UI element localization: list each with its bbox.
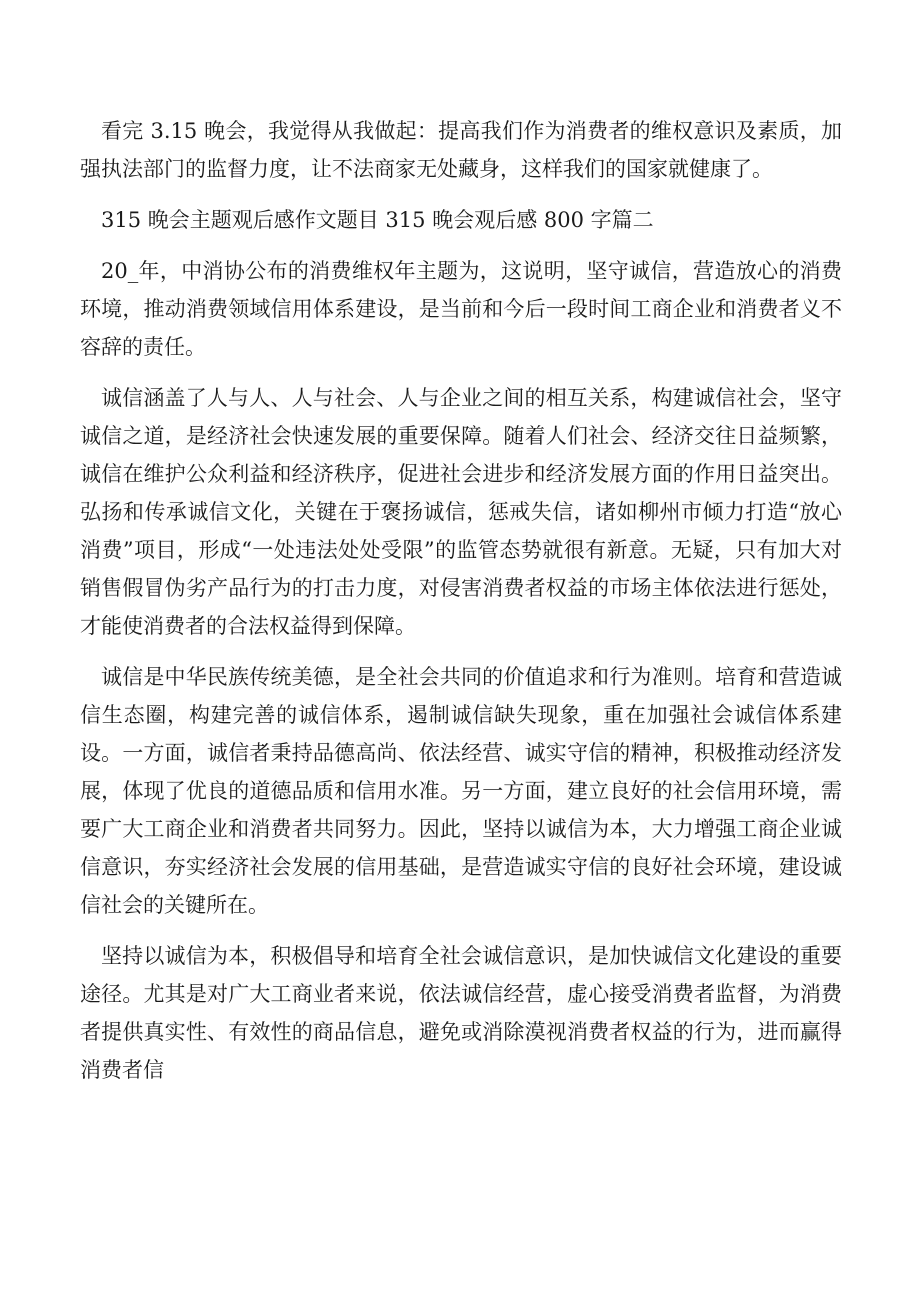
paragraph-integrity-society: 诚信涵盖了人与人、人与社会、人与企业之间的相互关系，构建诚信社会，坚守诚信之道，是经济社会快速发展的重要保障。随着人们社会、经济交往日益频繁，诚信在维护公众利益和经济秩序，促进社会进步和经济发展方面的作用日益突出。弘扬和传承诚信文化，关键在于褒扬诚信，惩戒失信，诸如柳州市倾力打造“放心消费”项目，形成“一处违法处处受限”的监管态势就很有新意。无疑，只有加大对销售假冒伪劣产品行为的打击力度，对侵害消费者权益的市场主体依法进行惩处，才能使消费者的合法权益得到保障。: [80, 386, 842, 638]
paragraph-integrity-culture: 坚持以诚信为本，积极倡导和培育全社会诚信意识，是加快诚信文化建设的重要途径。尤其是对广大工商业者来说，依法诚信经营，虚心接受消费者监督，为消费者提供真实性、有效性的商品信息，避免或消除漠视消费者权益的行为，进而赢得消费者信: [80, 944, 842, 1082]
paragraph-theme: 20_年，中消协公布的消费维权年主题为，这说明，坚守诚信，营造放心的消费环境，推动消费领域信用体系建设，是当前和今后一段时间工商企业和消费者义不容辞的责任。: [80, 259, 842, 359]
document-body: [80, 112, 842, 1102]
paragraph-intro: 看完 3.15 晚会，我觉得从我做起：提高我们作为消费者的维权意识及素质，加强执法部门的监督力度，让不法商家无处藏身，这样我们的国家就健康了。: [80, 119, 842, 181]
section-heading: 315 晚会主题观后感作文题目 315 晚会观后感 800 字篇二: [101, 208, 654, 232]
paragraph-integrity-virtue: 诚信是中华民族传统美德，是全社会共同的价值追求和行为准则。培育和营造诚信生态圈，构建完善的诚信体系，遏制诚信缺失现象，重在加强社会诚信体系建设。一方面，诚信者秉持品德高尚、依法经营、诚实守信的精神，积极推动经济发展，体现了优良的道德品质和信用水准。另一方面，建立良好的社会信用环境，需要广大工商企业和消费者共同努力。因此，坚持以诚信为本，大力增强工商企业诚信意识，夯实经济社会发展的信用基础，是营造诚实守信的良好社会环境，建设诚信社会的关键所在。: [80, 665, 842, 917]
